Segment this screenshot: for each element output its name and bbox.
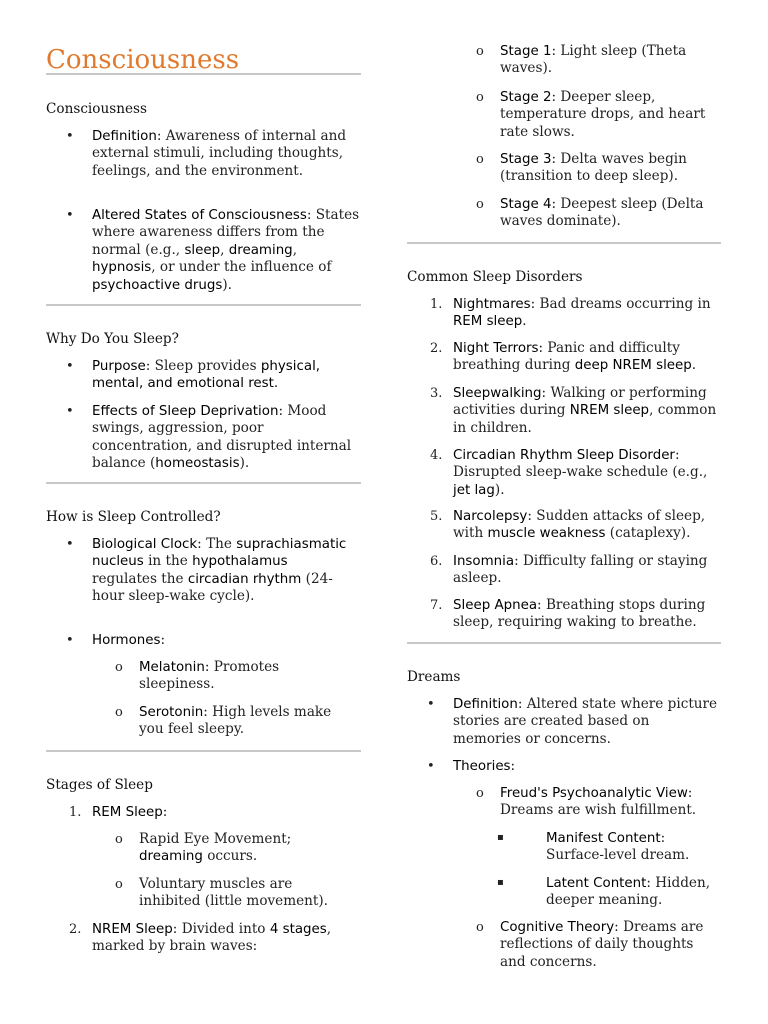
sub-bullet: o xyxy=(115,660,123,675)
list-item: Biological Clock: The suprachiasmatic nucleus in the hypothalamus regulates the circadian rhythm (24-hour sleep-wake cycle). xyxy=(92,536,347,605)
square-bullet: ▪ xyxy=(497,832,504,843)
bullet: • xyxy=(66,129,74,144)
title-rule xyxy=(46,73,361,75)
section-heading-consciousness: Consciousness xyxy=(46,101,147,117)
section-divider xyxy=(407,642,721,644)
list-item: Sleepwalking: Walking or performing activities during NREM sleep, common in children. xyxy=(453,385,717,436)
sub-sub-list-item: Manifest Content: Surface-level dream. xyxy=(546,830,690,864)
sub-bullet: o xyxy=(115,705,123,720)
section-heading-disorders: Common Sleep Disorders xyxy=(407,269,583,285)
sub-sub-list-item: Latent Content: Hidden, deeper meaning. xyxy=(546,875,711,909)
sub-list-item: Melatonin: Promotes sleepiness. xyxy=(139,659,280,693)
list-item: Night Terrors: Panic and difficulty breathing during deep NREM sleep. xyxy=(453,340,697,374)
list-item: Altered States of Consciousness: States where awareness differs from the normal (e.g., sleep, dreaming, hypnosis, or under the influence of psychoactive drugs). xyxy=(92,207,360,293)
sub-list-item: Voluntary muscles are inhibited (little movement). xyxy=(139,876,328,910)
sub-bullet: o xyxy=(115,832,123,847)
number-marker: 7. xyxy=(430,598,443,613)
section-divider xyxy=(46,750,361,752)
list-item: Narcolepsy: Sudden attacks of sleep, with muscle weakness (cataplexy). xyxy=(453,508,706,542)
section-divider xyxy=(407,242,721,244)
section-heading-sleep-controlled: How is Sleep Controlled? xyxy=(46,509,221,525)
sub-list-item: Stage 3: Delta waves begin (transition to deep sleep). xyxy=(500,151,687,185)
list-item: Circadian Rhythm Sleep Disorder: Disrupted sleep-wake schedule (e.g., jet lag). xyxy=(453,447,708,498)
section-divider xyxy=(46,304,361,306)
sub-bullet: o xyxy=(476,152,484,167)
number-marker: 2. xyxy=(69,922,82,937)
section-divider xyxy=(46,482,361,484)
sub-list-item: Cognitive Theory: Dreams are reflections of daily thoughts and concerns. xyxy=(500,919,704,970)
sub-list-item: Rapid Eye Movement; dreaming occurs. xyxy=(139,831,292,865)
sub-bullet: o xyxy=(476,786,484,801)
bullet: • xyxy=(66,208,74,223)
list-item: Theories: xyxy=(453,758,516,774)
sub-bullet: o xyxy=(476,44,484,59)
sub-bullet: o xyxy=(115,877,123,892)
list-item: Nightmares: Bad dreams occurring in REM sleep. xyxy=(453,296,711,330)
section-heading-dreams: Dreams xyxy=(407,669,461,685)
section-heading-stages: Stages of Sleep xyxy=(46,777,153,793)
list-item: NREM Sleep: Divided into 4 stages, marked by brain waves: xyxy=(92,921,332,955)
sub-list-item: Serotonin: High levels make you feel sleepy. xyxy=(139,704,332,738)
bullet: • xyxy=(427,697,435,712)
sub-list-item: Freud's Psychoanalytic View: Dreams are wish fulfillment. xyxy=(500,785,697,819)
number-marker: 4. xyxy=(430,448,443,463)
bullet: • xyxy=(66,537,74,552)
sub-bullet: o xyxy=(476,90,484,105)
bullet: • xyxy=(66,359,74,374)
bullet: • xyxy=(66,404,74,419)
list-item: Sleep Apnea: Breathing stops during sleep, requiring waking to breathe. xyxy=(453,597,706,631)
sub-list-item: Stage 4: Deepest sleep (Delta waves dominate). xyxy=(500,196,704,230)
sub-bullet: o xyxy=(476,197,484,212)
list-item: REM Sleep: xyxy=(92,804,168,820)
list-item: Insomnia: Difficulty falling or staying asleep. xyxy=(453,553,708,587)
bullet: • xyxy=(66,633,74,648)
sub-list-item: Stage 1: Light sleep (Theta waves). xyxy=(500,43,687,77)
sub-list-item: Stage 2: Deeper sleep, temperature drops, and heart rate slows. xyxy=(500,89,706,140)
list-item: Definition: Altered state where picture stories are created based on memories or concerns. xyxy=(453,696,718,747)
section-heading-why-sleep: Why Do You Sleep? xyxy=(46,331,179,347)
number-marker: 1. xyxy=(69,805,82,820)
page-title: Consciousness xyxy=(46,45,240,75)
number-marker: 6. xyxy=(430,554,443,569)
sub-bullet: o xyxy=(476,920,484,935)
list-item: Purpose: Sleep provides physical, mental, and emotional rest. xyxy=(92,358,321,392)
list-item: Effects of Sleep Deprivation: Mood swings, aggression, poor concentration, and disrupted internal balance (homeostasis). xyxy=(92,403,352,472)
number-marker: 3. xyxy=(430,386,443,401)
square-bullet: ▪ xyxy=(497,877,504,888)
list-item: Definition: Awareness of internal and external stimuli, including thoughts, feelings, and the environment. xyxy=(92,128,347,179)
number-marker: 2. xyxy=(430,341,443,356)
bullet: • xyxy=(427,759,435,774)
list-item: Hormones: xyxy=(92,632,166,648)
number-marker: 5. xyxy=(430,509,443,524)
number-marker: 1. xyxy=(430,297,443,312)
